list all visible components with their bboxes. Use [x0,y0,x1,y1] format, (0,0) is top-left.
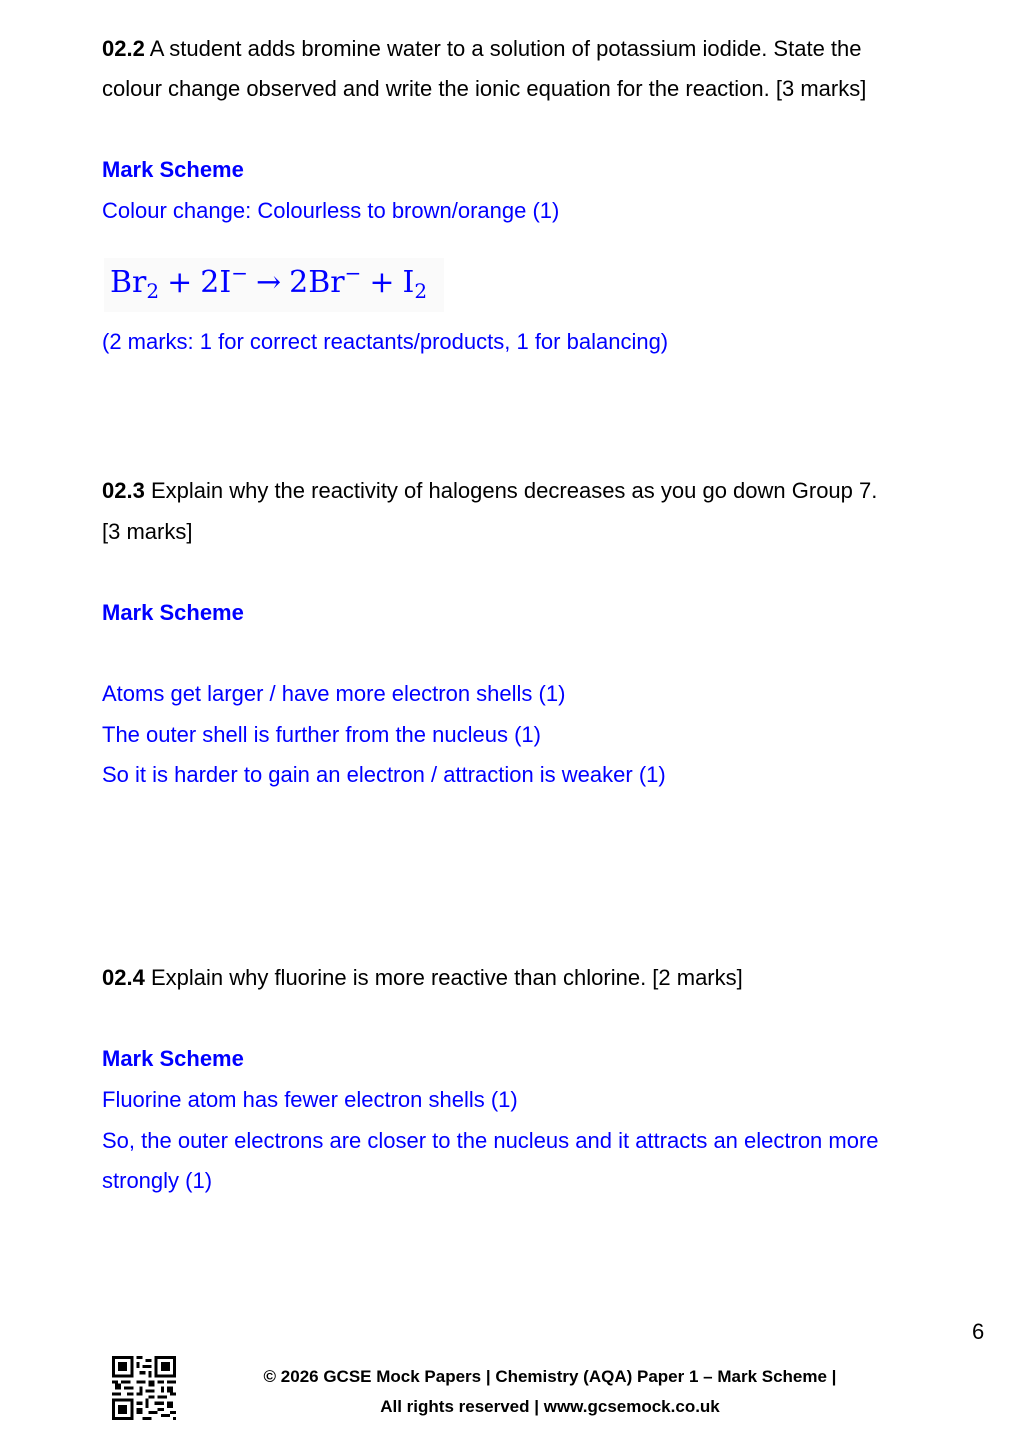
question-02-2-line2: colour change observed and write the ionic equation for the reaction. [3 marks] [102,76,867,101]
question-number: 02.4 [102,965,145,990]
arrow-icon: → [255,265,282,300]
question-02-3-line1: 02.3 Explain why the reactivity of halogens decreases as you go down Group 7. [102,478,878,503]
mark-scheme-answer: So it is harder to gain an electron / attraction is weaker (1) [102,762,666,787]
question-number: 02.3 [102,478,145,503]
mark-scheme-answer: The outer shell is further from the nucleus (1) [102,722,541,747]
page-number: 6 [972,1319,985,1344]
mark-scheme-heading: Mark Scheme [102,600,244,625]
mark-scheme-heading: Mark Scheme [102,1046,244,1071]
question-02-2-line1: 02.2 A student adds bromine water to a solution of potassium iodide. State the [102,36,862,61]
mark-scheme-answer: Fluorine atom has fewer electron shells (1) [102,1087,518,1112]
question-02-3-line2: [3 marks] [102,519,193,544]
mark-scheme-answer: strongly (1) [102,1168,213,1193]
mark-scheme-note: (2 marks: 1 for correct reactants/products, 1 for balancing) [102,329,669,354]
mark-scheme-answer: Colour change: Colourless to brown/orange (1) [102,198,560,223]
footer-rights: All rights reserved | www.gcsemock.co.uk [380,1397,720,1416]
ionic-equation: $Br_2 + 2I^- \to 2Br^- + I_2$ [110,261,428,303]
question-number: 02.2 [102,36,145,61]
footer-copyright: © 2026 GCSE Mock Papers | Chemistry (AQA) Paper 1 – Mark Scheme | [263,1367,837,1386]
mark-scheme-answer: So, the outer electrons are closer to the nucleus and it attracts an electron more [102,1128,879,1153]
qr-code-icon [112,1356,176,1420]
question-02-4-line1: 02.4 Explain why fluorine is more reactive than chlorine. [2 marks] [102,965,743,990]
mark-scheme-heading: Mark Scheme [102,157,244,182]
mark-scheme-answer: Atoms get larger / have more electron shells (1) [102,681,566,706]
